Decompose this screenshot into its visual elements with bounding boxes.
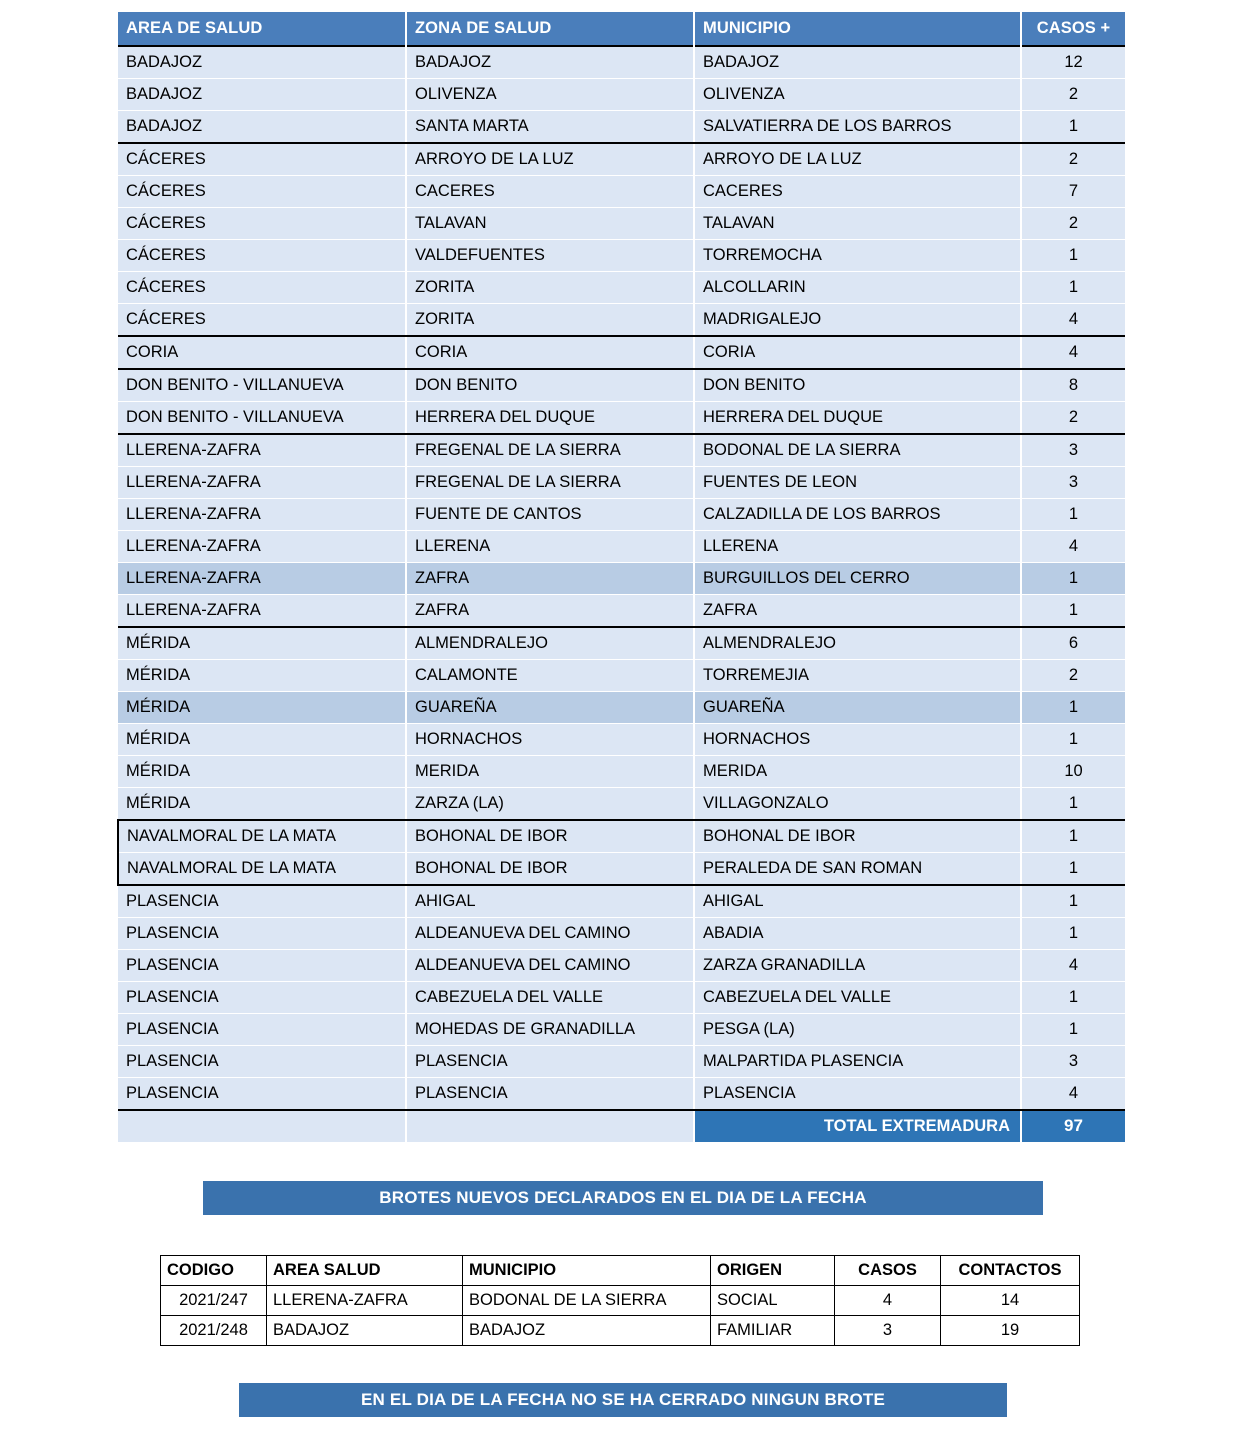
cell-brote-origen: FAMILIAR xyxy=(711,1316,835,1346)
cell-municipio: VILLAGONZALO xyxy=(694,788,1021,821)
cell-casos: 3 xyxy=(1021,1046,1125,1078)
cell-area-de-salud: PLASENCIA xyxy=(118,1078,406,1111)
cell-brote-area-salud: LLERENA-ZAFRA xyxy=(267,1286,463,1316)
cell-zona-de-salud: ALMENDRALEJO xyxy=(406,627,694,660)
cell-casos: 2 xyxy=(1021,208,1125,240)
table-row xyxy=(118,531,1125,563)
cell-zona-de-salud: VALDEFUENTES xyxy=(406,240,694,272)
cell-zona-de-salud: MERIDA xyxy=(406,756,694,788)
cell-brote-municipio: BODONAL DE LA SIERRA xyxy=(463,1286,711,1316)
cell-municipio: DON BENITO xyxy=(694,369,1021,402)
cell-casos: 3 xyxy=(1021,467,1125,499)
table-row xyxy=(118,304,1125,337)
cell-casos: 1 xyxy=(1021,820,1125,853)
cell-area-de-salud: LLERENA-ZAFRA xyxy=(118,434,406,467)
table-row xyxy=(118,434,1125,467)
cell-area-de-salud: BADAJOZ xyxy=(118,46,406,79)
cell-zona-de-salud: DON BENITO xyxy=(406,369,694,402)
cell-casos: 2 xyxy=(1021,402,1125,435)
cell-casos: 1 xyxy=(1021,499,1125,531)
table-row xyxy=(118,402,1125,435)
cell-municipio: CORIA xyxy=(694,336,1021,369)
cell-municipio: HERRERA DEL DUQUE xyxy=(694,402,1021,435)
cell-municipio: ZARZA GRANADILLA xyxy=(694,950,1021,982)
cell-zona-de-salud: HERRERA DEL DUQUE xyxy=(406,402,694,435)
cell-zona-de-salud: ZORITA xyxy=(406,304,694,337)
cell-area-de-salud: DON BENITO - VILLANUEVA xyxy=(118,402,406,435)
banner-ningun-brote-cerrado: EN EL DIA DE LA FECHA NO SE HA CERRADO NINGUN BROTE xyxy=(239,1383,1007,1417)
cell-area-de-salud: LLERENA-ZAFRA xyxy=(118,467,406,499)
table-row xyxy=(118,627,1125,660)
cell-area-de-salud: LLERENA-ZAFRA xyxy=(118,563,406,595)
total-blank-1 xyxy=(118,1110,406,1142)
table-row xyxy=(118,208,1125,240)
total-value: 97 xyxy=(1021,1110,1125,1142)
table-row xyxy=(118,660,1125,692)
cell-zona-de-salud: BADAJOZ xyxy=(406,46,694,79)
cell-area-de-salud: PLASENCIA xyxy=(118,982,406,1014)
cell-municipio: PLASENCIA xyxy=(694,1078,1021,1111)
cell-area-de-salud: BADAJOZ xyxy=(118,79,406,111)
cell-brote-area-salud: BADAJOZ xyxy=(267,1316,463,1346)
cell-area-de-salud: CÁCERES xyxy=(118,304,406,337)
cell-casos: 4 xyxy=(1021,336,1125,369)
table-row xyxy=(118,950,1125,982)
cell-zona-de-salud: CACERES xyxy=(406,176,694,208)
cell-zona-de-salud: CORIA xyxy=(406,336,694,369)
cell-zona-de-salud: ZARZA (LA) xyxy=(406,788,694,821)
cell-area-de-salud: PLASENCIA xyxy=(118,1046,406,1078)
cell-zona-de-salud: OLIVENZA xyxy=(406,79,694,111)
cell-zona-de-salud: BOHONAL DE IBOR xyxy=(406,853,694,886)
table-row xyxy=(118,563,1125,595)
cell-municipio: LLERENA xyxy=(694,531,1021,563)
cell-municipio: BOHONAL DE IBOR xyxy=(694,820,1021,853)
cell-area-de-salud: LLERENA-ZAFRA xyxy=(118,595,406,628)
table-row xyxy=(118,692,1125,724)
header-area-de-salud: AREA DE SALUD xyxy=(118,12,406,46)
cell-municipio: ARROYO DE LA LUZ xyxy=(694,143,1021,176)
cell-municipio: CALZADILLA DE LOS BARROS xyxy=(694,499,1021,531)
brotes-header-codigo: CODIGO xyxy=(161,1256,267,1286)
table-row xyxy=(118,272,1125,304)
total-row xyxy=(118,1110,1125,1142)
cell-casos: 1 xyxy=(1021,692,1125,724)
cell-municipio: AHIGAL xyxy=(694,885,1021,918)
cell-casos: 7 xyxy=(1021,176,1125,208)
header-casos: CASOS + xyxy=(1021,12,1125,46)
cell-brote-contactos: 14 xyxy=(941,1286,1080,1316)
cases-table xyxy=(117,12,1125,1142)
table-row xyxy=(118,499,1125,531)
brotes-table-container xyxy=(160,1255,1080,1346)
cell-municipio: ZAFRA xyxy=(694,595,1021,628)
brotes-header-origen: ORIGEN xyxy=(711,1256,835,1286)
table-row xyxy=(118,595,1125,628)
cell-municipio: OLIVENZA xyxy=(694,79,1021,111)
cell-casos: 1 xyxy=(1021,982,1125,1014)
table-row xyxy=(118,336,1125,369)
cell-zona-de-salud: PLASENCIA xyxy=(406,1046,694,1078)
cell-area-de-salud: LLERENA-ZAFRA xyxy=(118,531,406,563)
cell-zona-de-salud: FREGENAL DE LA SIERRA xyxy=(406,434,694,467)
cell-casos: 10 xyxy=(1021,756,1125,788)
cell-zona-de-salud: FUENTE DE CANTOS xyxy=(406,499,694,531)
table-row xyxy=(118,369,1125,402)
table-header-row xyxy=(118,12,1125,46)
cell-casos: 12 xyxy=(1021,46,1125,79)
cell-casos: 1 xyxy=(1021,885,1125,918)
cell-zona-de-salud: ZAFRA xyxy=(406,595,694,628)
cell-municipio: BADAJOZ xyxy=(694,46,1021,79)
cell-municipio: MERIDA xyxy=(694,756,1021,788)
cell-casos: 4 xyxy=(1021,1078,1125,1111)
cell-brote-codigo: 2021/248 xyxy=(161,1316,267,1346)
cell-area-de-salud: CÁCERES xyxy=(118,208,406,240)
cell-brote-origen: SOCIAL xyxy=(711,1286,835,1316)
cell-municipio: HORNACHOS xyxy=(694,724,1021,756)
cell-municipio: ALCOLLARIN xyxy=(694,272,1021,304)
table-row xyxy=(118,885,1125,918)
cell-zona-de-salud: MOHEDAS DE GRANADILLA xyxy=(406,1014,694,1046)
brotes-header-casos: CASOS xyxy=(835,1256,941,1286)
table-row xyxy=(118,240,1125,272)
cell-casos: 1 xyxy=(1021,240,1125,272)
cell-area-de-salud: BADAJOZ xyxy=(118,111,406,144)
brotes-header-row xyxy=(161,1256,1080,1286)
table-row xyxy=(118,1078,1125,1111)
cell-casos: 1 xyxy=(1021,272,1125,304)
table-row xyxy=(118,853,1125,886)
cell-casos: 1 xyxy=(1021,111,1125,144)
cell-zona-de-salud: GUAREÑA xyxy=(406,692,694,724)
cell-casos: 4 xyxy=(1021,531,1125,563)
cell-area-de-salud: MÉRIDA xyxy=(118,660,406,692)
cell-municipio: FUENTES DE LEON xyxy=(694,467,1021,499)
cell-zona-de-salud: ALDEANUEVA DEL CAMINO xyxy=(406,950,694,982)
cell-casos: 1 xyxy=(1021,563,1125,595)
cell-municipio: ABADIA xyxy=(694,918,1021,950)
cases-table-container xyxy=(117,12,1124,1142)
table-row xyxy=(118,467,1125,499)
cell-municipio: TORREMOCHA xyxy=(694,240,1021,272)
cell-area-de-salud: CORIA xyxy=(118,336,406,369)
total-blank-2 xyxy=(406,1110,694,1142)
brotes-header-contactos: CONTACTOS xyxy=(941,1256,1080,1286)
cell-area-de-salud: MÉRIDA xyxy=(118,788,406,821)
cell-zona-de-salud: FREGENAL DE LA SIERRA xyxy=(406,467,694,499)
cell-area-de-salud: LLERENA-ZAFRA xyxy=(118,499,406,531)
brotes-table-row xyxy=(161,1286,1080,1316)
cell-zona-de-salud: LLERENA xyxy=(406,531,694,563)
cell-municipio: ALMENDRALEJO xyxy=(694,627,1021,660)
table-row xyxy=(118,143,1125,176)
cell-zona-de-salud: BOHONAL DE IBOR xyxy=(406,820,694,853)
total-label: TOTAL EXTREMADURA xyxy=(694,1110,1021,1142)
cell-municipio: CACERES xyxy=(694,176,1021,208)
cell-casos: 1 xyxy=(1021,595,1125,628)
cell-area-de-salud: CÁCERES xyxy=(118,176,406,208)
cell-zona-de-salud: TALAVAN xyxy=(406,208,694,240)
cell-brote-municipio: BADAJOZ xyxy=(463,1316,711,1346)
cell-brote-casos: 3 xyxy=(835,1316,941,1346)
cell-municipio: MALPARTIDA PLASENCIA xyxy=(694,1046,1021,1078)
cell-area-de-salud: MÉRIDA xyxy=(118,756,406,788)
cell-brote-codigo: 2021/247 xyxy=(161,1286,267,1316)
cell-zona-de-salud: PLASENCIA xyxy=(406,1078,694,1111)
table-row xyxy=(118,788,1125,821)
table-row xyxy=(118,1014,1125,1046)
cell-area-de-salud: DON BENITO - VILLANUEVA xyxy=(118,369,406,402)
banner-brotes-nuevos: BROTES NUEVOS DECLARADOS EN EL DIA DE LA FECHA xyxy=(203,1181,1043,1215)
header-zona-de-salud: ZONA DE SALUD xyxy=(406,12,694,46)
cell-municipio: PERALEDA DE SAN ROMAN xyxy=(694,853,1021,886)
cell-municipio: TALAVAN xyxy=(694,208,1021,240)
cell-area-de-salud: PLASENCIA xyxy=(118,918,406,950)
brotes-table xyxy=(160,1255,1080,1346)
cell-zona-de-salud: SANTA MARTA xyxy=(406,111,694,144)
cell-zona-de-salud: ARROYO DE LA LUZ xyxy=(406,143,694,176)
cell-municipio: BODONAL DE LA SIERRA xyxy=(694,434,1021,467)
cell-zona-de-salud: HORNACHOS xyxy=(406,724,694,756)
cell-casos: 3 xyxy=(1021,434,1125,467)
cell-casos: 1 xyxy=(1021,918,1125,950)
cell-municipio: CABEZUELA DEL VALLE xyxy=(694,982,1021,1014)
brotes-header-municipio: MUNICIPIO xyxy=(463,1256,711,1286)
cell-area-de-salud: CÁCERES xyxy=(118,272,406,304)
cell-area-de-salud: PLASENCIA xyxy=(118,950,406,982)
cell-municipio: TORREMEJIA xyxy=(694,660,1021,692)
cell-casos: 1 xyxy=(1021,853,1125,886)
cell-zona-de-salud: AHIGAL xyxy=(406,885,694,918)
cell-casos: 1 xyxy=(1021,724,1125,756)
cell-casos: 2 xyxy=(1021,143,1125,176)
cell-area-de-salud: CÁCERES xyxy=(118,240,406,272)
cell-brote-contactos: 19 xyxy=(941,1316,1080,1346)
table-row xyxy=(118,46,1125,79)
cell-brote-casos: 4 xyxy=(835,1286,941,1316)
cell-area-de-salud: NAVALMORAL DE LA MATA xyxy=(118,820,406,853)
brotes-table-body xyxy=(161,1286,1080,1346)
table-row xyxy=(118,1046,1125,1078)
table-row xyxy=(118,79,1125,111)
cell-casos: 2 xyxy=(1021,660,1125,692)
cell-area-de-salud: MÉRIDA xyxy=(118,627,406,660)
cell-casos: 4 xyxy=(1021,950,1125,982)
header-municipio: MUNICIPIO xyxy=(694,12,1021,46)
cell-casos: 2 xyxy=(1021,79,1125,111)
cell-casos: 6 xyxy=(1021,627,1125,660)
table-row xyxy=(118,982,1125,1014)
cell-casos: 8 xyxy=(1021,369,1125,402)
cell-casos: 4 xyxy=(1021,304,1125,337)
cell-zona-de-salud: CALAMONTE xyxy=(406,660,694,692)
cell-area-de-salud: PLASENCIA xyxy=(118,885,406,918)
cell-zona-de-salud: ZORITA xyxy=(406,272,694,304)
table-row xyxy=(118,724,1125,756)
cell-area-de-salud: NAVALMORAL DE LA MATA xyxy=(118,853,406,886)
cell-zona-de-salud: ALDEANUEVA DEL CAMINO xyxy=(406,918,694,950)
cell-municipio: SALVATIERRA DE LOS BARROS xyxy=(694,111,1021,144)
table-row xyxy=(118,176,1125,208)
table-row xyxy=(118,820,1125,853)
table-row xyxy=(118,756,1125,788)
cell-zona-de-salud: ZAFRA xyxy=(406,563,694,595)
cell-area-de-salud: MÉRIDA xyxy=(118,724,406,756)
cell-area-de-salud: CÁCERES xyxy=(118,143,406,176)
cell-municipio: GUAREÑA xyxy=(694,692,1021,724)
cell-municipio: PESGA (LA) xyxy=(694,1014,1021,1046)
cell-zona-de-salud: CABEZUELA DEL VALLE xyxy=(406,982,694,1014)
brotes-header-area-salud: AREA SALUD xyxy=(267,1256,463,1286)
cell-municipio: BURGUILLOS DEL CERRO xyxy=(694,563,1021,595)
cell-casos: 1 xyxy=(1021,788,1125,821)
table-row xyxy=(118,918,1125,950)
cell-area-de-salud: MÉRIDA xyxy=(118,692,406,724)
brotes-table-row xyxy=(161,1316,1080,1346)
cell-municipio: MADRIGALEJO xyxy=(694,304,1021,337)
table-row xyxy=(118,111,1125,144)
cases-table-body xyxy=(118,46,1125,1110)
cell-area-de-salud: PLASENCIA xyxy=(118,1014,406,1046)
cell-casos: 1 xyxy=(1021,1014,1125,1046)
